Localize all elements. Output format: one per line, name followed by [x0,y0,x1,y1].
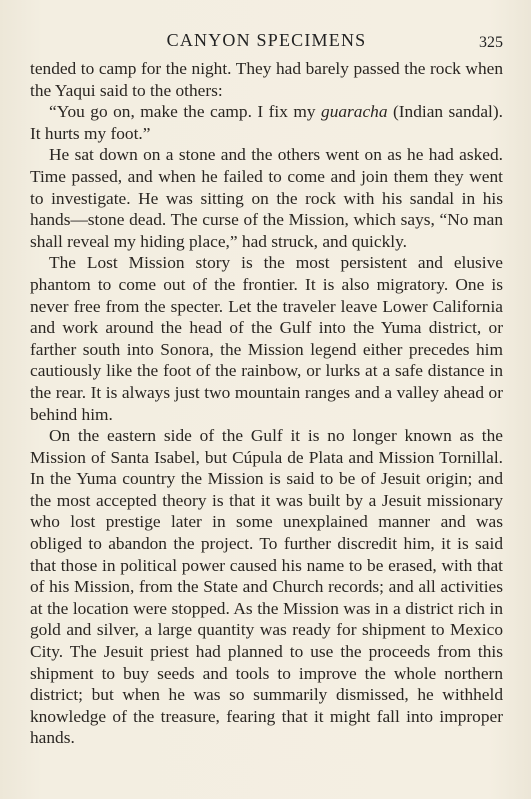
paragraph-4: The Lost Mission story is the most persistent and elusive phantom to come out of the frontier. It is also migratory. One is never free from the specter. Let the traveler leave Lower California and work around the head of the Gulf into the Yuma district, or farther south into Sonora, the Mission legend either precedes him cautiously like the foot of the rainbow, or lurks at a safe distance in the rear. It is always just two mountain ranges and a valley ahead or behind him. [30,253,503,424]
paragraph-3: He sat down on a stone and the others went on as he had asked. Time passed, and when he failed to come and join them they went to investigate. He was sitting on the rock with his sandal in his hands—stone dead. The curse of the Mission, which says, “No man shall reveal my hiding place,” had struck, and quickly. [30,145,503,251]
page-body [30,58,503,749]
emphasized-word: guaracha [321,102,388,122]
page-number: 325 [479,34,503,51]
running-head: CANYON SPECIMENS [166,30,367,50]
page-header [30,30,503,58]
paragraph-2 [30,101,503,144]
paragraph-1: tended to camp for the night. They had barely passed the rock when the Yaqui said to the others: [30,59,503,100]
paragraph-5: On the eastern side of the Gulf it is no longer known as the Mission of Santa Isabel, but Cúpula de Plata and Mission Tornillal. In the Yuma country the Mission is said to be of Jesuit origin; and the most accepted theory is that it was built by a Jesuit missionary who lost prestige later in some unexplained manner and was obliged to abandon the project. To further discredit him, it is said that those in political power caused his name to be erased, with that of his Mission, from the State and Church records; and all activities at the location were stopped. As the Mission was in a district rich in gold and silver, a large quantity was ready for shipment to Mexico City. The Jesuit priest had planned to use the proceeds from this shipment to buy seeds and tools to improve the whole northern district; but when he was so summarily dismissed, he withheld knowledge of the treasure, fearing that it might fall into improper hands. [30,426,503,748]
paragraph-2-text-start: “You go on, make the camp. I fix my [49,102,322,122]
paragraph-2-text-end: (Indian sandal). It hurts my foot.” [30,102,503,143]
